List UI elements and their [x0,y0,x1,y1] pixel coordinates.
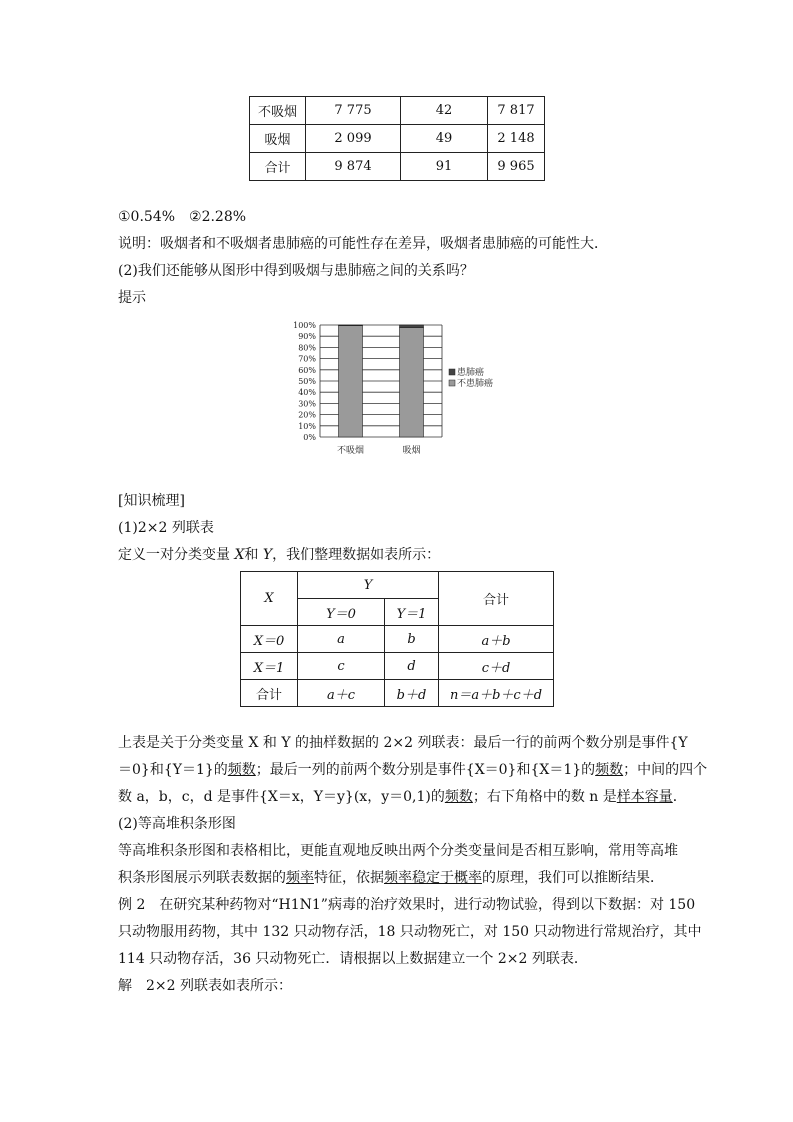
chart-legend [449,366,493,389]
cell: c [298,653,385,680]
chart-yticks [293,321,316,442]
y-tick-label: 70% [298,354,316,364]
cell: 2 148 [488,125,545,153]
y-tick-label: 60% [298,365,316,375]
example-2-line-3: 114 只动物存活，36 只动物死亡．请根据以上数据建立一个 2×2 列联表． [118,951,588,967]
y-tick-label: 40% [298,388,316,398]
cell: d [385,653,439,680]
paragraph-1-line-2: ＝0}和{Y＝1}的频数；最后一列的前两个数分别是事件{X＝0}和{X＝1}的频数；中间的四个 [118,762,708,778]
text: ，我们整理数据如表所示： [272,547,441,563]
bar-segment [339,326,363,437]
table-row [250,153,545,181]
text: 和 [244,547,263,563]
section-heading: [知识梳理] [118,493,185,509]
cell: 91 [401,153,488,181]
paragraph-1-line-1: 上表是关于分类变量 X 和 Y 的抽样数据的 2×2 列联表：最后一行的前两个数分别是事件{Y [118,735,688,751]
cell: a [298,626,385,653]
hint-label: 提示 [118,290,146,306]
contingency-table [240,571,554,707]
var-x: X [234,547,245,563]
header-y: Y [298,572,439,599]
solution-line: 解 2×2 列联表如表所示： [118,978,292,994]
x-tick-label: 不吸烟 [336,446,365,456]
y-tick-label: 100% [293,321,316,330]
header-y1: Y＝1 [385,599,439,626]
table-row [241,626,554,653]
header-total: 合计 [439,572,554,626]
percent-line: ①0.54% ②2.28% [118,209,247,225]
y-tick-label: 50% [298,377,316,386]
smoking-table [249,96,545,181]
example-2-line-1: 例 2 在研究某种药物对“H1N1”病毒的治疗效果时，进行动物试验，得到以下数据：对 150 [118,897,696,913]
cell: 42 [401,97,488,125]
paragraph-2-line-2: 积条形图展示列联表数据的频率特征，依据频率稳定于概率的原理，我们可以推断结果． [118,870,664,886]
table-row [250,97,545,125]
cell: b [385,626,439,653]
cell: a＋b [439,626,554,653]
row-label: X＝0 [241,626,298,653]
legend-swatch [449,369,455,375]
chart-xlabels [337,444,421,456]
y-tick-label: 10% [298,421,316,431]
table-row [241,653,554,680]
header-y0: Y＝0 [298,599,385,626]
cell: 9 965 [488,153,545,181]
cell: 2 099 [306,125,401,153]
y-tick-label: 20% [298,410,316,420]
legend-label: 不患肺癌 [457,379,494,389]
bar-segment [400,328,424,437]
paragraph-1-line-3: 数 a，b，c，d 是事件{X＝x，Y＝y}(x，y＝0,1)的频数；右下角格中的数 n 是样本容量． [118,789,687,805]
paragraph-2-line-1: 等高堆积条形图和表格相比，更能直观地反映出两个分类变量间是否相互影响，常用等高堆 [118,843,678,859]
row-label: 合计 [241,680,298,707]
stacked-bar-chart [285,318,515,463]
row-label: 吸烟 [250,125,306,153]
text: 定义一对分类变量 [118,547,235,563]
bar-segment [339,325,363,326]
header-x: X [241,572,298,626]
row-label: X＝1 [241,653,298,680]
row-label: 合计 [250,153,306,181]
y-tick-label: 90% [298,332,316,342]
x-tick-label: 吸烟 [402,446,421,456]
y-tick-label: 30% [298,399,316,409]
bar-segment [400,325,424,328]
var-y: Y [262,547,273,563]
cell: c＋d [439,653,554,680]
cell: a＋c [298,680,385,707]
cell: 9 874 [306,153,401,181]
cell: 7 817 [488,97,545,125]
y-tick-label: 80% [298,343,316,353]
cell: 49 [401,125,488,153]
legend-swatch [449,380,455,386]
table-row [241,680,554,707]
table-row [241,572,554,599]
legend-label: 患肺癌 [457,368,485,378]
cell: b＋d [385,680,439,707]
y-tick-label: 0% [303,433,316,442]
question-2: (2)我们还能够从图形中得到吸烟与患肺癌之间的关系吗？ [118,263,474,279]
definition-line [118,545,440,565]
row-label: 不吸烟 [250,97,306,125]
explain-line: 说明：吸烟者和不吸烟者患肺癌的可能性存在差异，吸烟者患肺癌的可能性大． [118,236,608,252]
cell: n＝a＋b＋c＋d [439,680,554,707]
table-row [250,125,545,153]
example-2-line-2: 只动物服用药物，其中 132 只动物存活，18 只动物死亡，对 150 只动物进行常规治疗，其中 [118,924,702,940]
section-1-title: (1)2×2 列联表 [118,520,214,536]
cell: 7 775 [306,97,401,125]
section-2-title: (2)等高堆积条形图 [118,816,236,832]
